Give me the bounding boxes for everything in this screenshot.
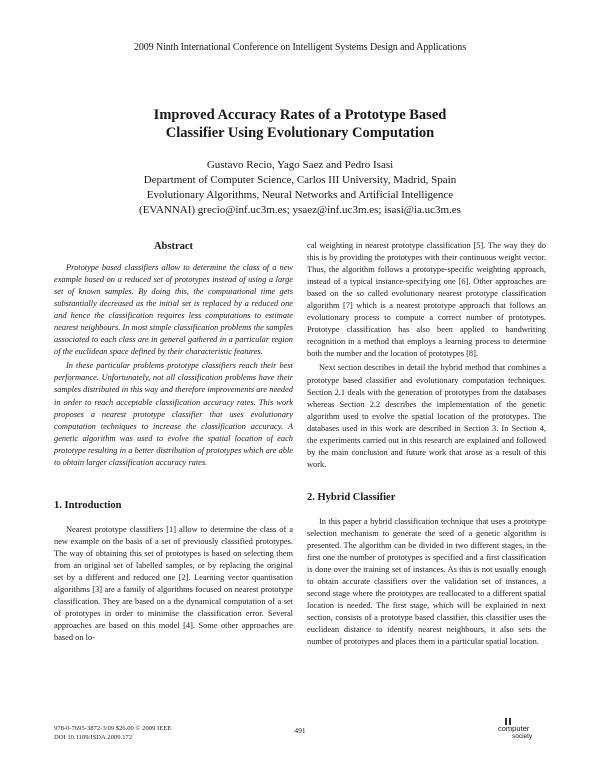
computer-society-logo bbox=[498, 718, 548, 742]
introduction-paragraph-2: Next section describes in detail the hybrid method that combines a prototype based classifier and evolutionary computation techniques. Section 2.1 deals with the generation of prototypes from the databases whereas Section 2.2 describes the implementation of the genetic algorithm used to evolve the spatial location of the prototypes. The databases used in this work are described in Section 3. In Section 4, the experiments carried out in this research are explained and followed by the main conclusion and future work that arose as a result of this work. bbox=[307, 363, 546, 469]
author-block bbox=[30, 158, 570, 218]
title-line-1: Improved Accuracy Rates of a Prototype Based bbox=[153, 107, 447, 123]
logo-word-society: society bbox=[512, 733, 533, 740]
affiliation-line-3: (EVANNAI) grecio@inf.uc3m.es; ysaez@inf.uc3m.es; isasi@ia.uc3m.es bbox=[139, 204, 461, 216]
paper-title bbox=[60, 106, 540, 142]
footer-citation bbox=[54, 724, 171, 742]
footer-doi: DOI 10.1109/ISDA.2009.172 bbox=[54, 734, 133, 741]
left-column bbox=[54, 240, 293, 644]
page-number: 491 bbox=[294, 726, 306, 735]
abstract-paragraph-1: Prototype based classifiers allow to determine the class of a new example based on a reduced set of prototypes instead of using a large set of known samples. By doing this, the computational time gets substantially decreased as the initial set is replaced by a reduced one and hence the classification requires less computations to estimate nearest neighbours. In most simple classification problems the samples associated to each class are in general gathered in a particular region of the euclidean space defined by their characteristic features. bbox=[54, 263, 293, 357]
introduction-heading: 1. Introduction bbox=[54, 499, 122, 511]
footer-isbn: 978-0-7695-3872-3/09 $26.00 © 2009 IEEE bbox=[54, 725, 172, 732]
author-names: Gustavo Recio, Yago Saez and Pedro Isasi bbox=[206, 159, 394, 171]
hybrid-paragraph-1: In this paper a hybrid classification technique that uses a prototype selection mechanism to generate the seed of a genetic algorithm is presented. The algorithm can be divided in two different stages, in the first one the number of prototypes is specified and a first classification is done over the training set of instances. As this is not usually enough to obtain accurate classifiers over the validation set of instances, a second stage where the prototypes are reallocated to a different spatial location is needed. The first stage, which will be explained in next section, consists of a prototype based classifier, this classifier uses the euclidean distance to identify nearest neighbours, it also sets the number of prototypes and places them in a particular spatial location. bbox=[307, 516, 546, 647]
affiliation-line-2: Evolutionary Algorithms, Neural Networks and Artificial Intelligence bbox=[146, 189, 454, 201]
affiliation-line-1: Department of Computer Science, Carlos III University, Madrid, Spain bbox=[143, 174, 457, 186]
abstract-heading: Abstract bbox=[153, 241, 194, 252]
hybrid-classifier-heading: 2. Hybrid Classifier bbox=[307, 491, 396, 503]
abstract-paragraph-2: In these particular problems prototype classifiers reach their best performance. Unfortunately, not all classification problems have their samples distributed in this way and therefore improvements are needed in order to reach acceptable classification accuracy rates. This work proposes a nearest prototype classifier that uses evolutionary computation techniques to increase the classification accuracy. A genetic algorithm was used to evolve the spatial location of each prototype resulting in a better distribution of prototypes which are able to obtain larger classification accuracy rates. bbox=[54, 361, 293, 467]
title-line-2: Classifier Using Evolutionary Computation bbox=[165, 125, 435, 141]
right-column bbox=[307, 240, 546, 648]
abstract-section bbox=[54, 240, 293, 469]
conference-header: 2009 Ninth International Conference on Intelligent Systems Design and Applications bbox=[133, 42, 466, 53]
introduction-paragraph-1: Nearest prototype classifiers [1] allow to determine the class of a new example on the basis of a set of previously classified prototypes. The way of obtaining this set of prototypes is based on selecting them from an original set of labelled samples, or by replacing the original set by a different and reduced one [2]. Learning vector quantisation algorithms [3] are a family of algorithms focused on nearest prototype classification. They are based on a the dynamical computation of a set of prototypes in order to minimise the classification error. Several approaches are based on this model [4]. Some other approaches are based on lo- bbox=[54, 524, 293, 643]
introduction-continuation: cal weighting in nearest prototype classification [5]. The way they do this is by providing the prototypes with their continuous weight vector. Thus, the algorithm follows a prototype-specific weighting approach, instead of a typical instance-specifying one [6]. Other approaches are based on the so called evolutionary nearest prototype classification algorithm [7] which is a nearest prototype approach that follows an evolutionary process to compute a correct number of prototypes. Prototype classification has also been applied to handwriting recognition in a method that employs a learning process to determine both the number and the location of prototypes [8]. bbox=[307, 241, 546, 359]
logo-word-computer: computer bbox=[498, 724, 530, 733]
